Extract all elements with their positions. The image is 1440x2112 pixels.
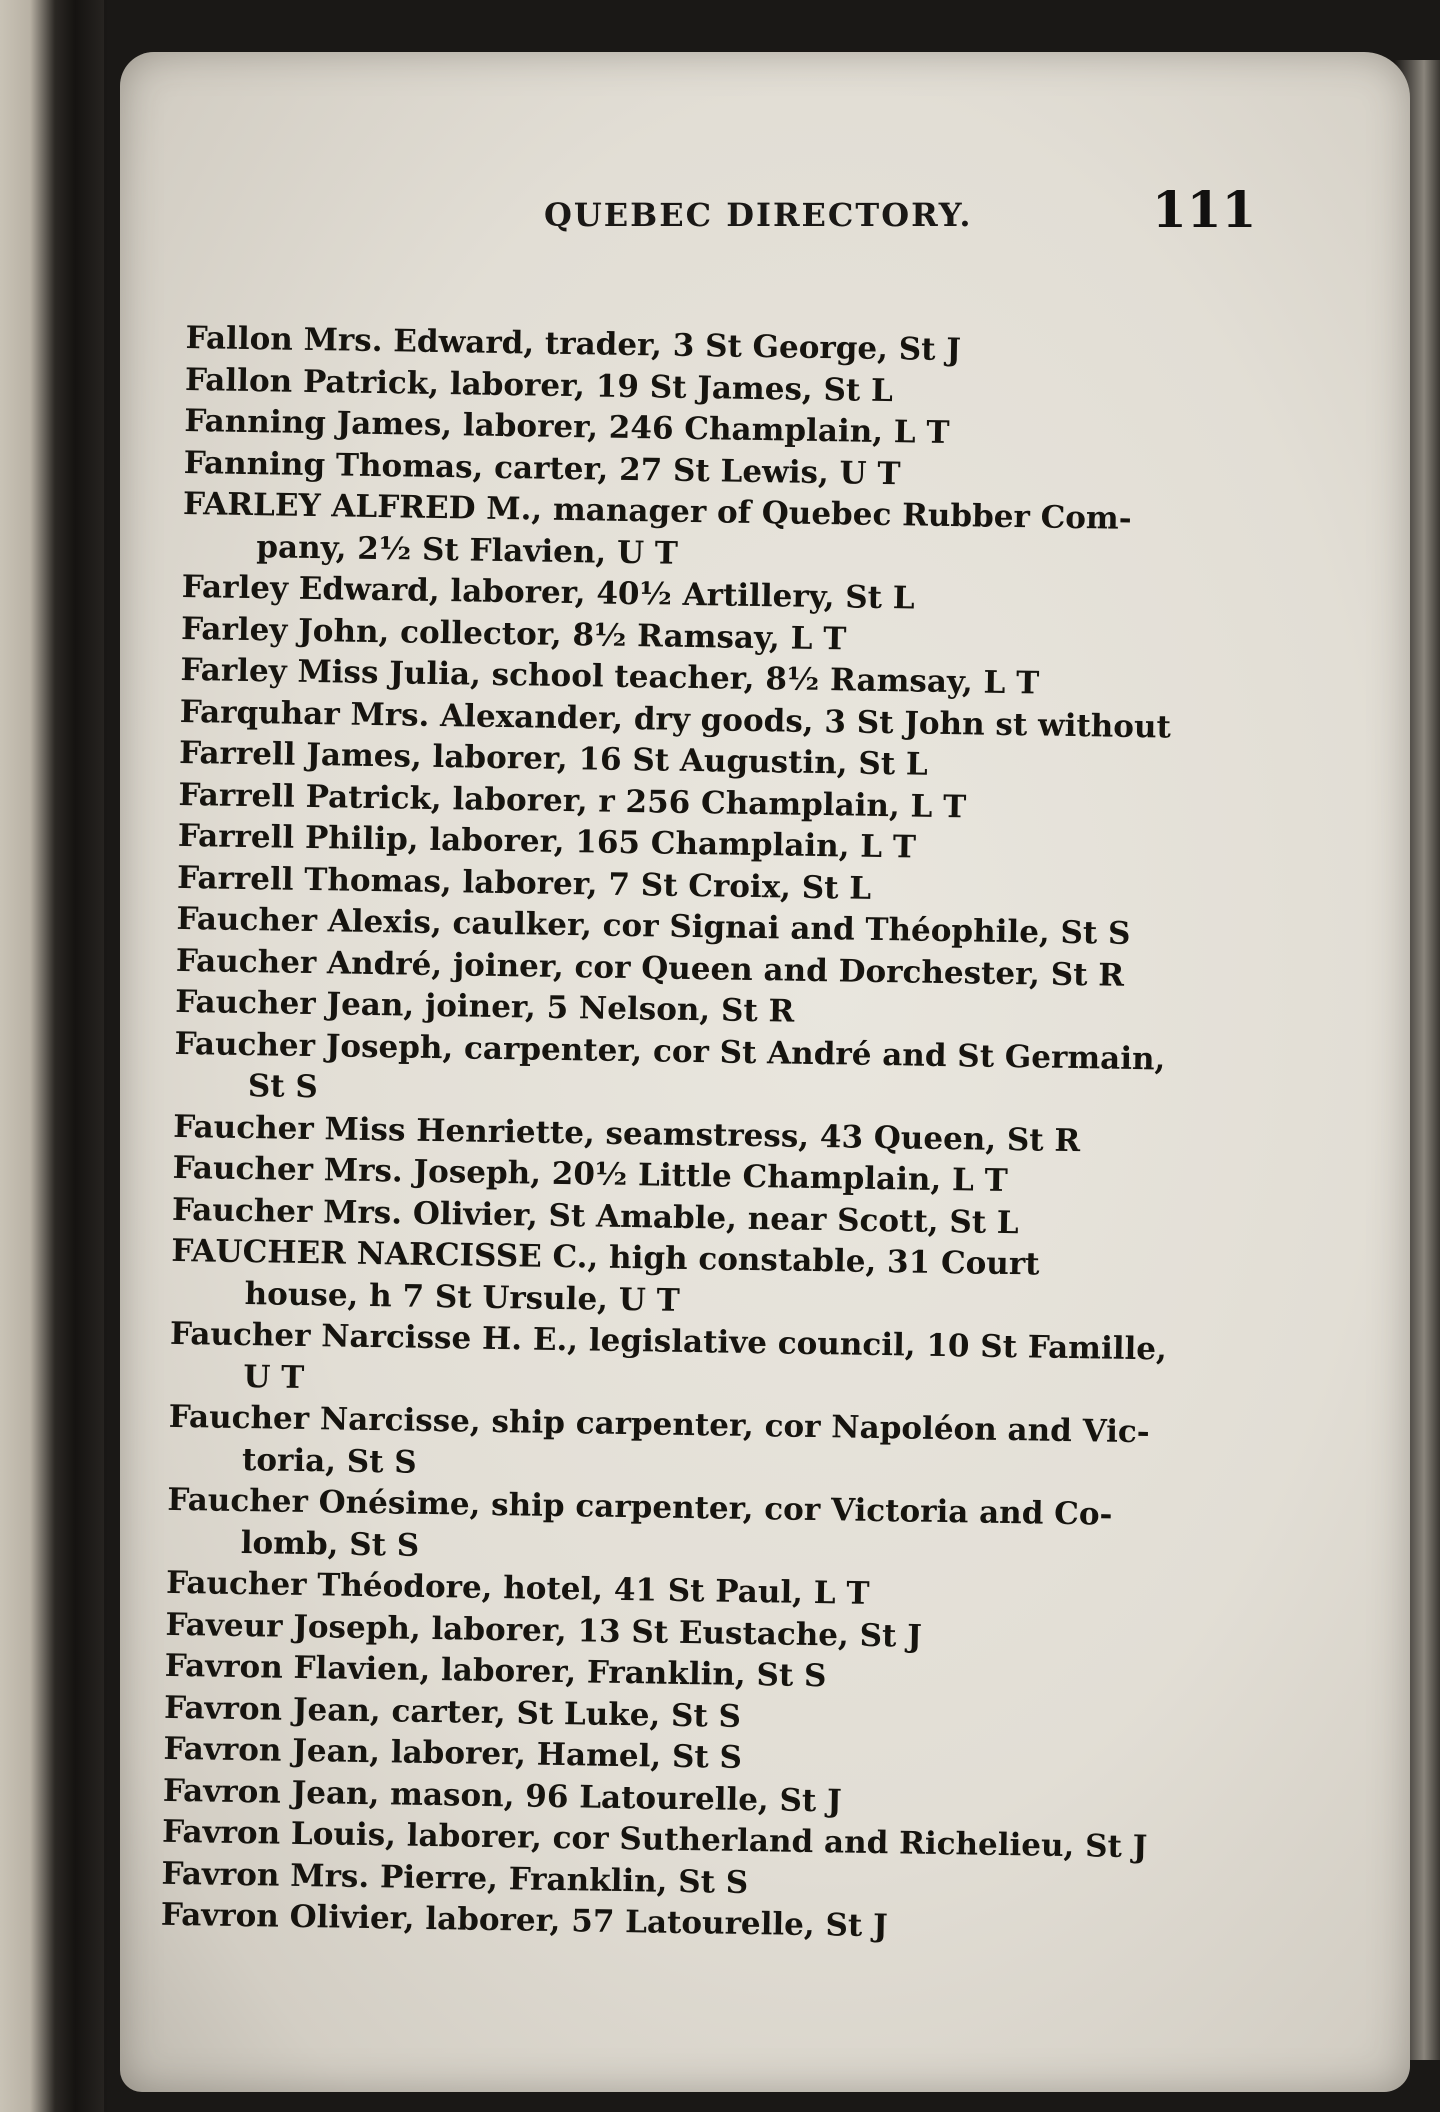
entry-continuation: U T — [243, 1358, 305, 1396]
page-header — [420, 180, 1257, 268]
entry-continuation: toria, St S — [241, 1441, 418, 1481]
entry-text: Farrell James, laborer, 16 St Augustin, St L — [178, 734, 928, 783]
entry-text: Faucher Jean, joiner, 5 Nelson, St R — [174, 983, 795, 1030]
entry-text: Favron Olivier, laborer, 57 Latourelle, St J — [160, 1896, 888, 1945]
entry-text: Faucher Narcisse, ship carpenter, cor Napoléon and Vic- — [168, 1398, 1150, 1451]
entry-text: Farley John, collector, 8½ Ramsay, L T — [180, 610, 847, 657]
entry-text: Farrell Philip, laborer, 165 Champlain, L T — [177, 817, 917, 866]
entry-continuation: pany, 2½ St Flavien, U T — [256, 528, 679, 572]
entry-text: Farquhar Mrs. Alexander, dry goods, 3 St John st without — [179, 693, 1172, 746]
entry-continuation: St S — [247, 1068, 319, 1106]
entry-text: Faucher Onésime, ship carpenter, cor Victoria and Co- — [167, 1481, 1113, 1533]
running-title: QUEBEC DIRECTORY. — [544, 196, 973, 234]
entry-text: Fanning Thomas, carter, 27 St Lewis, U T — [183, 444, 901, 492]
entry-text: Favron Louis, laborer, cor Sutherland and Richelieu, St J — [161, 1813, 1148, 1866]
directory-entries — [161, 318, 1236, 1953]
entry-text: Farley Miss Julia, school teacher, 8½ Ramsay, L T — [180, 651, 1040, 702]
page-number: 111 — [1152, 180, 1257, 239]
entry-text: Faucher Miss Henriette, seamstress, 43 Queen, St R — [173, 1108, 1081, 1159]
entry-text: Farrell Patrick, laborer, r 256 Champlain, L T — [178, 776, 967, 825]
entry-text: Favron Jean, laborer, Hamel, St S — [163, 1730, 743, 1776]
entry-text: Fanning James, laborer, 246 Champlain, L T — [184, 402, 950, 452]
entry-text: Faucher André, joiner, cor Queen and Dorchester, St R — [175, 942, 1125, 994]
entry-text: Faucher Théodore, hotel, 41 St Paul, L T — [165, 1564, 870, 1612]
book-spine-edge — [0, 0, 104, 2112]
entry-text: Faucher Mrs. Joseph, 20½ Little Champlain, L T — [172, 1149, 1009, 1200]
entry-text: Faucher Alexis, caulker, cor Signai and Théophile, St S — [176, 900, 1131, 952]
entry-continuation: house, h 7 St Ursule, U T — [244, 1275, 680, 1319]
entry-text: Faucher Narcisse H. E., legislative council, 10 St Famille, — [169, 1315, 1168, 1368]
entry-text: FAUCHER NARCISSE C., high constable, 31 Court — [171, 1232, 1040, 1283]
entry-text: Faucher Joseph, carpenter, cor St André and St Germain, — [174, 1025, 1166, 1077]
entry-text: Faucher Mrs. Olivier, St Amable, near Scott, St L — [171, 1191, 1019, 1241]
entry-text: Favron Flavien, laborer, Franklin, St S — [164, 1647, 827, 1695]
entry-continuation: lomb, St S — [240, 1524, 420, 1564]
entry-text: Farrell Thomas, laborer, 7 St Croix, St L — [176, 859, 872, 907]
entry-text: Favron Mrs. Pierre, Franklin, St S — [161, 1855, 749, 1901]
entry-text: Favron Jean, carter, St Luke, St S — [163, 1689, 742, 1735]
entry-text: Favron Jean, mason, 96 Latourelle, St J — [162, 1772, 843, 1819]
entry-text: Faveur Joseph, laborer, 13 St Eustache, St J — [165, 1606, 923, 1655]
entry-text: FARLEY ALFRED M., manager of Quebec Rubber Com- — [182, 485, 1132, 537]
entry-text: Fallon Patrick, laborer, 19 St James, St L — [184, 361, 894, 409]
entry-text: Fallon Mrs. Edward, trader, 3 St George, St J — [185, 319, 962, 369]
entry-text: Farley Edward, laborer, 40½ Artillery, St L — [181, 568, 915, 617]
